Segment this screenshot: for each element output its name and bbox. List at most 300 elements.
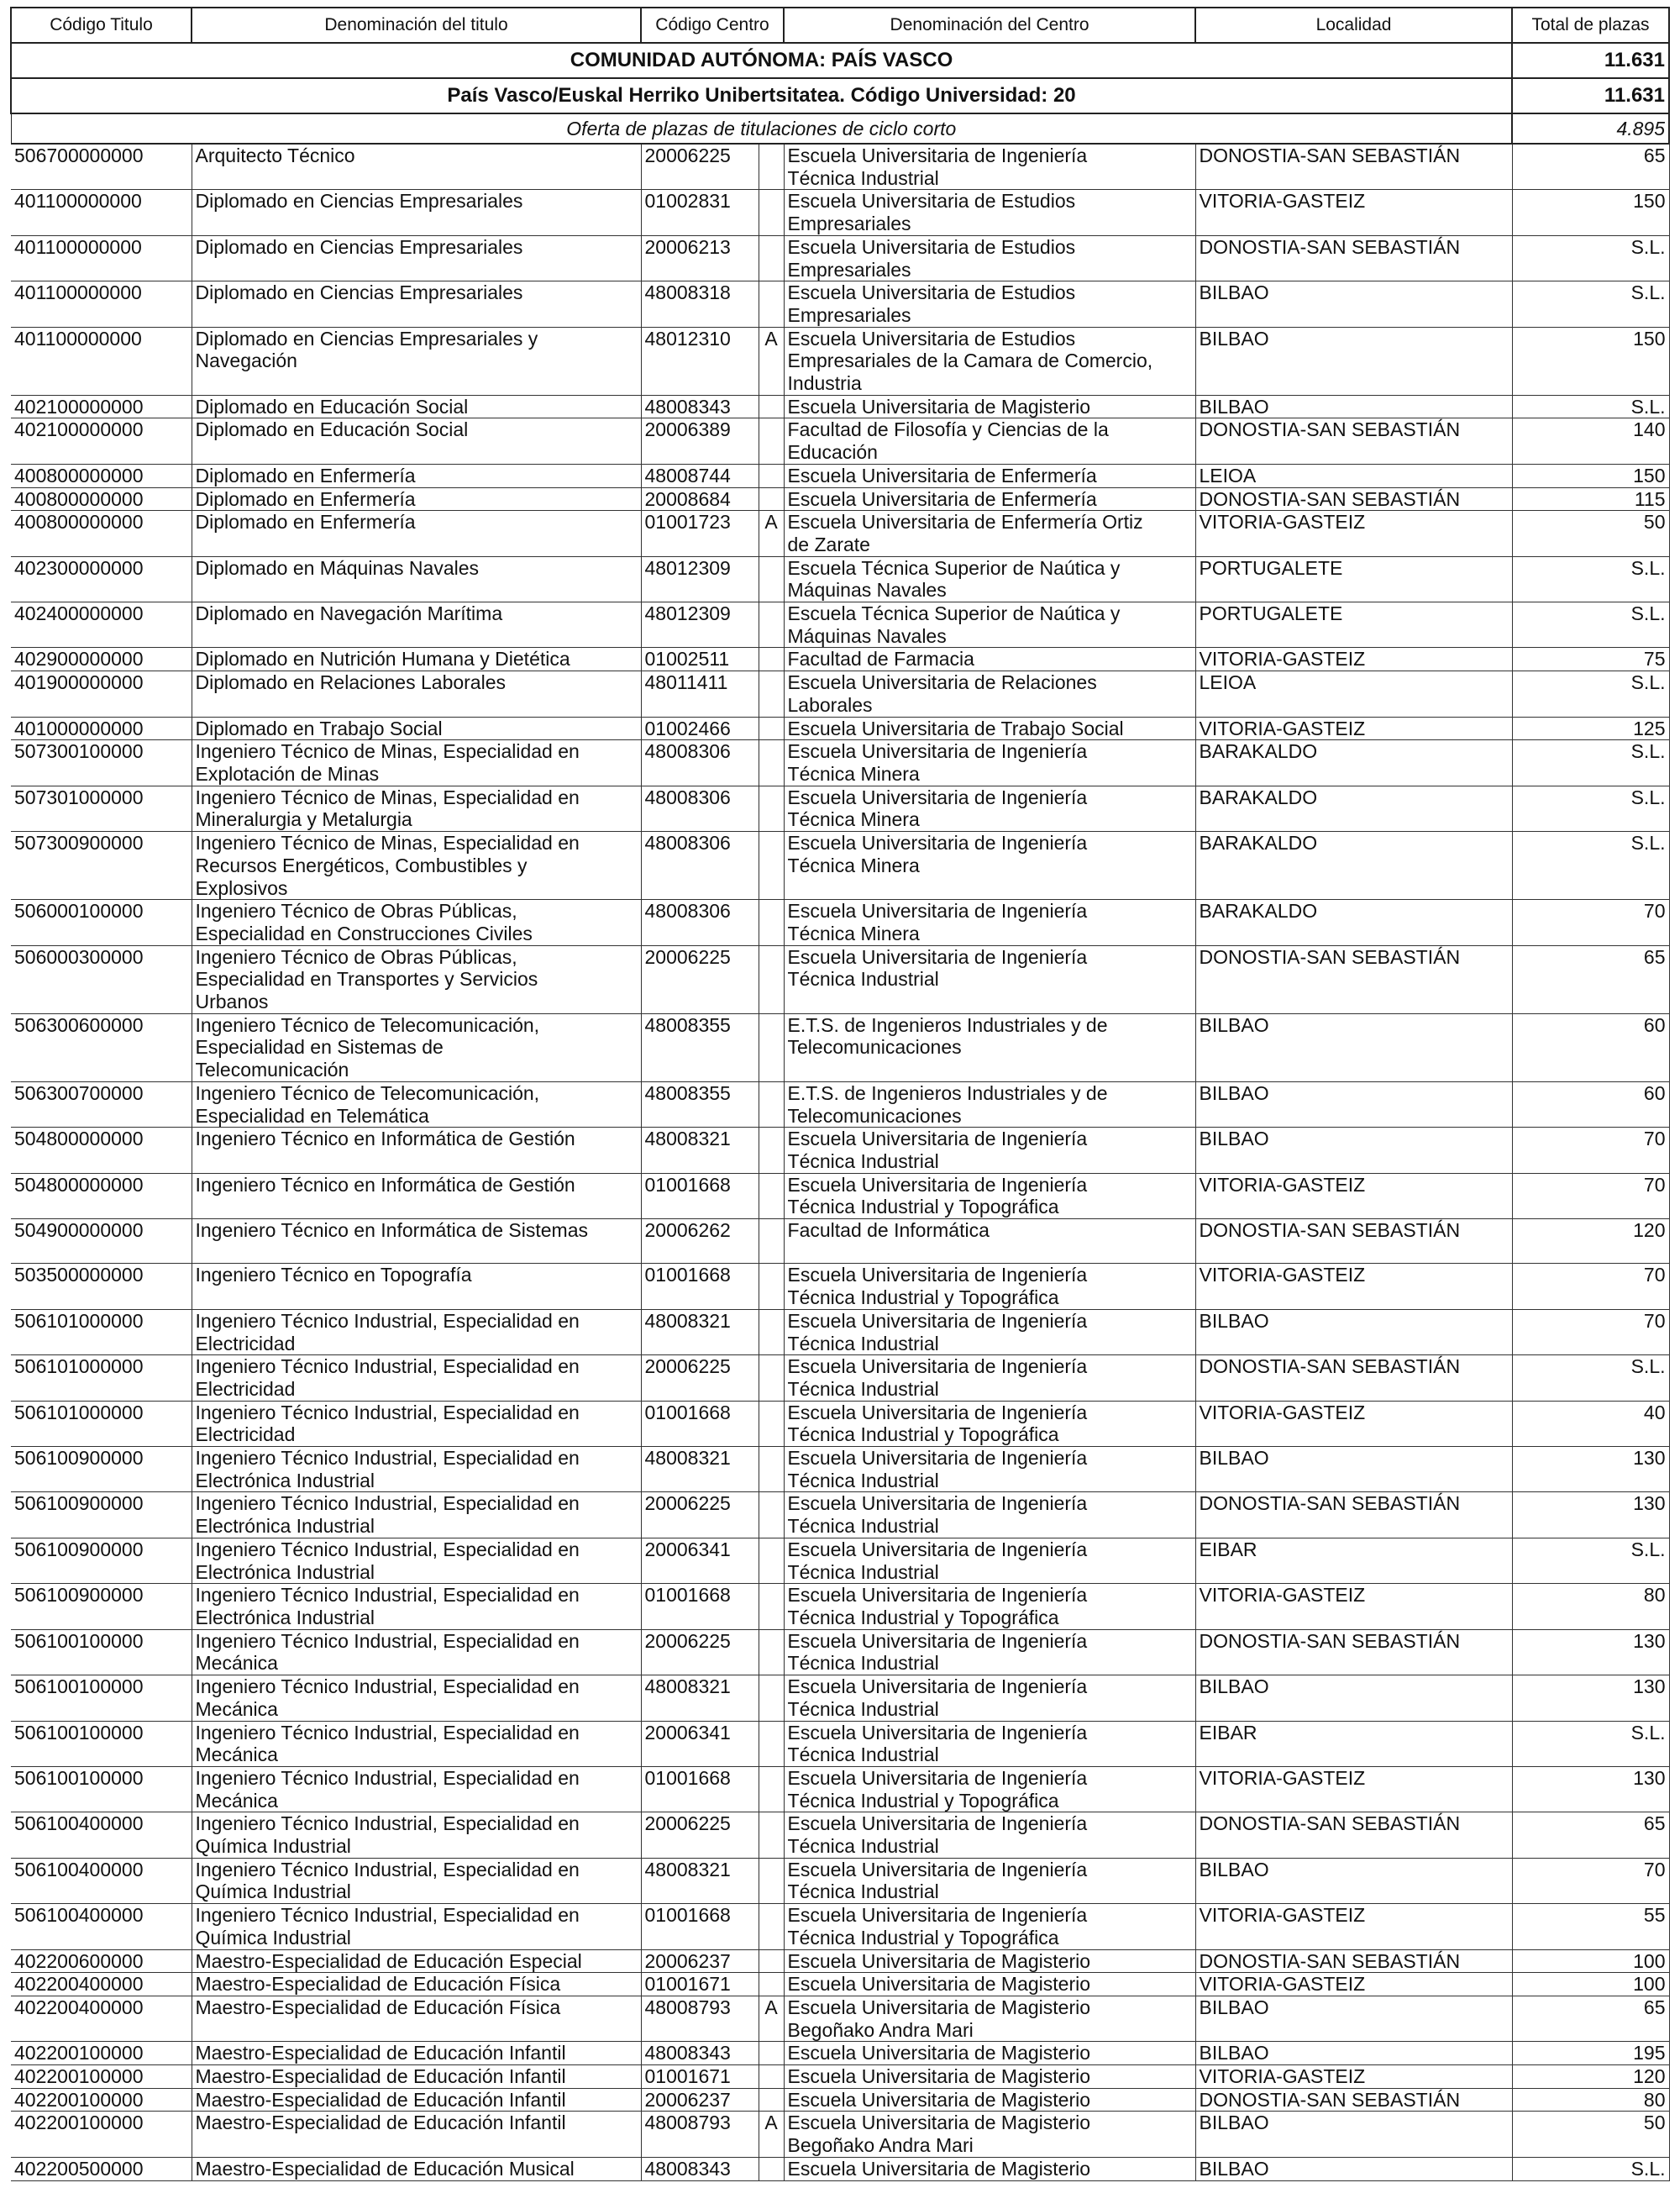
- table-row: [11, 1949, 1669, 1973]
- codigo-titulo-cell-line: 506101000000: [14, 1355, 144, 1378]
- col-header-denominacion-centro: Denominación del Centro: [784, 8, 1195, 43]
- codigo-centro-cell-line: 20006225: [644, 1492, 731, 1515]
- codigo-centro-cell: [641, 1949, 759, 1973]
- codigo-titulo-cell: [11, 2065, 192, 2089]
- denominacion-titulo-cell: [192, 1081, 641, 1127]
- codigo-centro-cell: [641, 487, 759, 511]
- denominacion-centro-cell: [784, 235, 1195, 281]
- localidad-cell: [1195, 487, 1512, 511]
- table-row: [11, 1812, 1669, 1858]
- codigo-centro-cell-line: 01001668: [644, 1904, 731, 1927]
- denominacion-centro-cell: [784, 190, 1195, 235]
- codigo-titulo-cell: [11, 1766, 192, 1812]
- total-plazas-cell: [1512, 1492, 1669, 1538]
- total-plazas-cell: [1512, 786, 1669, 831]
- localidad-cell: [1195, 1629, 1512, 1675]
- codigo-titulo-cell: [11, 832, 192, 900]
- total-plazas-cell: [1512, 1973, 1669, 1996]
- codigo-titulo-cell-line: 402200100000: [14, 2065, 144, 2088]
- denominacion-titulo-cell-line: Maestro-Especialidad de Educación Infantil: [195, 2042, 566, 2064]
- denominacion-centro-cell: [784, 1996, 1195, 2041]
- total-plazas-cell: [1512, 418, 1669, 464]
- codigo-centro-cell-line: 01001668: [644, 1173, 731, 1196]
- codigo-titulo-cell-line: 506100100000: [14, 1629, 144, 1652]
- codigo-titulo-cell: [11, 327, 192, 395]
- total-plazas-cell-line: S.L.: [1630, 281, 1666, 304]
- codigo-titulo-cell: [11, 1401, 192, 1446]
- universidad-label: País Vasco/Euskal Herriko Unibertsitatea. Código Universidad: 20: [11, 78, 1512, 113]
- total-plazas-cell: [1512, 1721, 1669, 1766]
- codigo-centro-cell: [641, 1973, 759, 1996]
- denominacion-titulo-cell: [192, 1447, 641, 1492]
- codigo-titulo-cell: [11, 1355, 192, 1401]
- localidad-cell-line: BILBAO: [1199, 1996, 1269, 2018]
- denominacion-centro-cell-line: Escuela Universitaria de Estudios: [787, 327, 1076, 350]
- codigo-centro-cell-line: 01002466: [644, 717, 731, 739]
- table-row: [11, 1973, 1669, 1996]
- table-row: [11, 2065, 1669, 2089]
- localidad-cell: [1195, 1128, 1512, 1173]
- denominacion-titulo-cell-line: Ingeniero Técnico Industrial, Especialidad en: [195, 1492, 580, 1515]
- denominacion-titulo-cell-line: Diplomado en Navegación Marítima: [195, 602, 503, 625]
- localidad-cell: [1195, 602, 1512, 648]
- codigo-titulo-cell-line: 506000300000: [14, 945, 144, 968]
- total-plazas-cell-line: S.L.: [1630, 1538, 1666, 1560]
- localidad-cell-line: EIBAR: [1199, 1538, 1257, 1560]
- codigo-centro-cell-line: 01001671: [644, 2065, 731, 2088]
- total-plazas-cell-line: 55: [1643, 1904, 1666, 1927]
- localidad-cell-line: DONOSTIA-SAN SEBASTIÁN: [1199, 1949, 1461, 1972]
- codigo-centro-cell-line: 48008793: [644, 2112, 731, 2134]
- centro-flag-cell: [759, 900, 784, 945]
- codigo-titulo-cell: [11, 2088, 192, 2112]
- total-plazas-cell: [1512, 464, 1669, 487]
- denominacion-titulo-cell-line: Ingeniero Técnico Industrial, Especialidad en: [195, 1355, 580, 1378]
- localidad-cell: [1195, 671, 1512, 717]
- total-plazas-cell: [1512, 602, 1669, 648]
- denominacion-centro-cell: [784, 487, 1195, 511]
- table-row: [11, 945, 1669, 1013]
- denominacion-titulo-cell: [192, 1996, 641, 2041]
- denominacion-titulo-cell-line: Electrónica Industrial: [195, 1469, 375, 1491]
- denominacion-centro-cell: [784, 1584, 1195, 1629]
- centro-flag-cell: [759, 235, 784, 281]
- codigo-titulo-cell: [11, 144, 192, 190]
- denominacion-centro-cell-line: Escuela Universitaria de Ingeniería: [787, 1309, 1088, 1332]
- localidad-cell-line: BARAKALDO: [1199, 786, 1318, 808]
- codigo-titulo-cell: [11, 1721, 192, 1766]
- codigo-centro-cell-line: 48008343: [644, 2042, 731, 2064]
- localidad-cell: [1195, 1447, 1512, 1492]
- denominacion-centro-cell-line: Técnica Industrial y Topográfica: [787, 1926, 1059, 1949]
- total-plazas-cell: [1512, 740, 1669, 786]
- universidad-row: [11, 78, 1669, 113]
- codigo-titulo-cell: [11, 487, 192, 511]
- denominacion-centro-cell: [784, 1013, 1195, 1081]
- denominacion-centro-cell-line: Escuela Universitaria de Magisterio: [787, 2157, 1091, 2180]
- codigo-centro-cell-line: 20006341: [644, 1538, 731, 1560]
- codigo-titulo-cell-line: 400800000000: [14, 511, 144, 534]
- comunidad-row: [11, 43, 1669, 78]
- codigo-centro-cell-line: 01001668: [644, 1264, 731, 1286]
- centro-flag-cell: [759, 1492, 784, 1538]
- centro-flag-cell: [759, 1538, 784, 1583]
- total-plazas-cell-line: S.L.: [1630, 740, 1666, 763]
- table-row: [11, 1858, 1669, 1903]
- centro-flag-cell: [759, 602, 784, 648]
- denominacion-titulo-cell-line: Especialidad en Telemática: [195, 1104, 429, 1127]
- table-row: [11, 832, 1669, 900]
- denominacion-centro-cell: [784, 511, 1195, 556]
- denominacion-centro-cell-line: Industria: [787, 372, 862, 395]
- codigo-titulo-cell: [11, 1492, 192, 1538]
- codigo-titulo-cell: [11, 235, 192, 281]
- localidad-cell-line: VITORIA-GASTEIZ: [1199, 648, 1366, 671]
- codigo-titulo-cell-line: 402200400000: [14, 1973, 144, 1996]
- codigo-titulo-cell-line: 506100100000: [14, 1675, 144, 1698]
- codigo-centro-cell: [641, 1858, 759, 1903]
- codigo-centro-cell-line: 20006237: [644, 1949, 731, 1972]
- codigo-centro-cell: [641, 1812, 759, 1858]
- denominacion-centro-cell-line: Laborales: [787, 693, 873, 716]
- denominacion-titulo-cell-line: Diplomado en Enfermería: [195, 487, 416, 510]
- denominacion-titulo-cell: [192, 1904, 641, 1949]
- denominacion-centro-cell-line: Escuela Universitaria de Ingeniería: [787, 900, 1088, 923]
- localidad-cell: [1195, 1309, 1512, 1354]
- localidad-cell-line: VITORIA-GASTEIZ: [1199, 1584, 1366, 1607]
- table-row: [11, 2112, 1669, 2157]
- total-plazas-cell: [1512, 1013, 1669, 1081]
- total-plazas-cell: [1512, 1629, 1669, 1675]
- denominacion-centro-cell: [784, 1401, 1195, 1446]
- codigo-centro-cell: [641, 945, 759, 1013]
- denominacion-titulo-cell: [192, 717, 641, 740]
- denominacion-centro-cell-line: Escuela Universitaria de Relaciones: [787, 671, 1097, 694]
- codigo-titulo-cell: [11, 1904, 192, 1949]
- centro-flag-cell-line: A: [764, 2112, 778, 2134]
- denominacion-titulo-cell: [192, 556, 641, 602]
- codigo-centro-cell: [641, 464, 759, 487]
- denominacion-titulo-cell: [192, 1355, 641, 1401]
- denominacion-titulo-cell-line: Maestro-Especialidad de Educación Infantil: [195, 2112, 566, 2134]
- denominacion-titulo-cell: [192, 786, 641, 831]
- denominacion-titulo-cell-line: Electricidad: [195, 1423, 296, 1446]
- localidad-cell: [1195, 418, 1512, 464]
- centro-flag-cell: [759, 1219, 784, 1264]
- centro-flag-cell: [759, 1858, 784, 1903]
- denominacion-centro-cell-line: de Zarate: [787, 533, 870, 555]
- codigo-titulo-cell-line: 506300700000: [14, 1081, 144, 1104]
- denominacion-centro-cell-line: Técnica Minera: [787, 808, 920, 831]
- centro-flag-cell: [759, 487, 784, 511]
- denominacion-centro-cell-line: Escuela Universitaria de Ingeniería: [787, 1264, 1088, 1286]
- codigo-titulo-cell: [11, 900, 192, 945]
- denominacion-titulo-cell-line: Ingeniero Técnico en Informática de Gestión: [195, 1128, 575, 1150]
- localidad-cell-line: LEIOA: [1199, 671, 1257, 694]
- denominacion-centro-cell-line: Escuela Universitaria de Ingeniería: [787, 1492, 1088, 1515]
- denominacion-centro-cell-line: Técnica Industrial y Topográfica: [787, 1196, 1059, 1218]
- denominacion-titulo-cell: [192, 1538, 641, 1583]
- codigo-titulo-cell: [11, 1858, 192, 1903]
- table-row: [11, 235, 1669, 281]
- denominacion-centro-cell-line: Telecomunicaciones: [787, 1036, 962, 1059]
- table-row: [11, 1584, 1669, 1629]
- denominacion-centro-cell-line: Técnica Industrial: [787, 1515, 939, 1538]
- denominacion-titulo-cell-line: Explotación de Minas: [195, 762, 380, 785]
- table-row: [11, 144, 1669, 190]
- codigo-titulo-cell-line: 401100000000: [14, 281, 142, 304]
- total-plazas-cell: [1512, 144, 1669, 190]
- codigo-centro-cell: [641, 1721, 759, 1766]
- table-row: [11, 1173, 1669, 1218]
- denominacion-centro-cell-line: Escuela Técnica Superior de Naútica y: [787, 602, 1121, 625]
- denominacion-centro-cell-line: Técnica Industrial: [787, 1560, 939, 1583]
- codigo-titulo-cell-line: 506101000000: [14, 1309, 144, 1332]
- denominacion-centro-cell: [784, 740, 1195, 786]
- codigo-titulo-cell: [11, 786, 192, 831]
- denominacion-titulo-cell: [192, 1629, 641, 1675]
- oferta-total: 4.895: [1512, 113, 1669, 144]
- denominacion-centro-cell-line: Escuela Universitaria de Ingeniería: [787, 1355, 1088, 1378]
- total-plazas-cell-line: S.L.: [1630, 2157, 1666, 2180]
- denominacion-centro-cell-line: Facultad de Filosofía y Ciencias de la: [787, 418, 1109, 441]
- codigo-centro-cell-line: 01001668: [644, 1766, 731, 1789]
- denominacion-centro-cell-line: Empresariales: [787, 258, 911, 281]
- codigo-titulo-cell: [11, 1584, 192, 1629]
- localidad-cell: [1195, 900, 1512, 945]
- codigo-centro-cell: [641, 327, 759, 395]
- denominacion-titulo-cell-line: Diplomado en Ciencias Empresariales: [195, 190, 523, 213]
- localidad-cell-line: BILBAO: [1199, 1858, 1269, 1880]
- table-row: [11, 418, 1669, 464]
- denominacion-titulo-cell-line: Explosivos: [195, 876, 288, 899]
- denominacion-centro-cell: [784, 1904, 1195, 1949]
- total-plazas-cell: [1512, 1812, 1669, 1858]
- codigo-centro-cell-line: 48008321: [644, 1128, 731, 1150]
- total-plazas-cell-line: 65: [1643, 1812, 1666, 1835]
- codigo-centro-cell-line: 48012310: [644, 327, 731, 350]
- codigo-centro-cell-line: 48008306: [644, 900, 731, 923]
- plazas-document: [10, 7, 1668, 2181]
- denominacion-centro-cell: [784, 671, 1195, 717]
- denominacion-centro-cell: [784, 1264, 1195, 1309]
- denominacion-titulo-cell: [192, 395, 641, 418]
- centro-flag-cell: [759, 1996, 784, 2041]
- codigo-titulo-cell-line: 503500000000: [14, 1264, 144, 1286]
- denominacion-titulo-cell-line: Electricidad: [195, 1332, 296, 1354]
- total-plazas-cell: [1512, 327, 1669, 395]
- total-plazas-cell: [1512, 2157, 1669, 2180]
- localidad-cell: [1195, 2042, 1512, 2065]
- codigo-titulo-cell-line: 402100000000: [14, 395, 144, 418]
- codigo-titulo-cell: [11, 945, 192, 1013]
- denominacion-titulo-cell-line: Ingeniero Técnico de Telecomunicación,: [195, 1013, 540, 1036]
- total-plazas-cell-line: S.L.: [1630, 671, 1666, 694]
- denominacion-titulo-cell-line: Urbanos: [195, 991, 269, 1013]
- localidad-cell-line: BARAKALDO: [1199, 900, 1318, 923]
- localidad-cell-line: VITORIA-GASTEIZ: [1199, 1904, 1366, 1927]
- localidad-cell-line: DONOSTIA-SAN SEBASTIÁN: [1199, 1812, 1461, 1835]
- centro-flag-cell: [759, 418, 784, 464]
- denominacion-centro-cell-line: Técnica Industrial y Topográfica: [787, 1789, 1059, 1812]
- total-plazas-cell-line: 120: [1633, 2065, 1666, 2088]
- centro-flag-cell: [759, 671, 784, 717]
- denominacion-titulo-cell-line: Maestro-Especialidad de Educación Física: [195, 1996, 561, 2018]
- denominacion-titulo-cell-line: Mecánica: [195, 1744, 278, 1766]
- total-plazas-cell: [1512, 1996, 1669, 2041]
- codigo-centro-cell: [641, 2157, 759, 2180]
- total-plazas-cell: [1512, 2065, 1669, 2089]
- col-header-codigo-titulo: Código Titulo: [11, 8, 192, 43]
- denominacion-centro-cell: [784, 1538, 1195, 1583]
- codigo-centro-cell: [641, 1675, 759, 1721]
- denominacion-centro-cell-line: Escuela Universitaria de Ingeniería: [787, 832, 1088, 855]
- localidad-cell-line: BILBAO: [1199, 1447, 1269, 1470]
- codigo-titulo-cell: [11, 1447, 192, 1492]
- codigo-centro-cell-line: 01001668: [644, 1584, 731, 1607]
- denominacion-titulo-cell: [192, 2112, 641, 2157]
- denominacion-centro-cell: [784, 1949, 1195, 1973]
- codigo-centro-cell: [641, 1401, 759, 1446]
- denominacion-titulo-cell-line: Ingeniero Técnico Industrial, Especialidad en: [195, 1584, 580, 1607]
- codigo-titulo-cell: [11, 1949, 192, 1973]
- total-plazas-cell-line: 70: [1643, 1173, 1666, 1196]
- denominacion-centro-cell-line: Telecomunicaciones: [787, 1104, 962, 1127]
- total-plazas-cell-line: S.L.: [1630, 556, 1666, 579]
- centro-flag-cell: [759, 1264, 784, 1309]
- denominacion-titulo-cell-line: Diplomado en Enfermería: [195, 511, 416, 534]
- table-row: [11, 1721, 1669, 1766]
- denominacion-centro-cell: [784, 900, 1195, 945]
- codigo-centro-cell: [641, 395, 759, 418]
- codigo-centro-cell: [641, 900, 759, 945]
- centro-flag-cell: [759, 740, 784, 786]
- codigo-centro-cell-line: 20006225: [644, 1812, 731, 1835]
- codigo-titulo-cell: [11, 1264, 192, 1309]
- codigo-titulo-cell-line: 402200100000: [14, 2112, 144, 2134]
- codigo-centro-cell: [641, 1904, 759, 1949]
- localidad-cell: [1195, 648, 1512, 671]
- codigo-titulo-cell-line: 402200100000: [14, 2088, 144, 2111]
- table-row: [11, 1355, 1669, 1401]
- denominacion-centro-cell-line: Escuela Técnica Superior de Naútica y: [787, 556, 1121, 579]
- table-row: [11, 1309, 1669, 1354]
- denominacion-centro-cell-line: Escuela Universitaria de Ingeniería: [787, 1401, 1088, 1423]
- localidad-cell-line: VITORIA-GASTEIZ: [1199, 1766, 1366, 1789]
- table-row: [11, 464, 1669, 487]
- denominacion-titulo-cell: [192, 487, 641, 511]
- denominacion-titulo-cell-line: Diplomado en Nutrición Humana y Dietética: [195, 648, 570, 671]
- codigo-centro-cell: [641, 1219, 759, 1264]
- codigo-centro-cell-line: 01001671: [644, 1973, 731, 1996]
- localidad-cell: [1195, 1081, 1512, 1127]
- codigo-titulo-cell: [11, 190, 192, 235]
- denominacion-centro-cell-line: Escuela Universitaria de Trabajo Social: [787, 717, 1124, 739]
- oferta-label: Oferta de plazas de titulaciones de ciclo corto: [11, 113, 1512, 144]
- codigo-titulo-cell-line: 401100000000: [14, 190, 142, 213]
- col-header-total-plazas: Total de plazas: [1512, 8, 1669, 43]
- table-row: [11, 648, 1669, 671]
- denominacion-titulo-cell-line: Ingeniero Técnico de Minas, Especialidad en: [195, 740, 580, 763]
- denominacion-centro-cell-line: Begoñako Andra Mari: [787, 2018, 974, 2041]
- denominacion-centro-cell: [784, 1629, 1195, 1675]
- denominacion-centro-cell: [784, 281, 1195, 327]
- centro-flag-cell: [759, 1173, 784, 1218]
- codigo-centro-cell: [641, 1538, 759, 1583]
- localidad-cell: [1195, 1949, 1512, 1973]
- denominacion-titulo-cell-line: Ingeniero Técnico Industrial, Especialidad en: [195, 1538, 580, 1560]
- table-row: [11, 671, 1669, 717]
- centro-flag-cell-line: A: [764, 511, 778, 534]
- codigo-titulo-cell-line: 402100000000: [14, 418, 144, 441]
- denominacion-titulo-cell-line: Ingeniero Técnico en Informática de Sistemas: [195, 1219, 588, 1242]
- denominacion-centro-cell-line: Escuela Universitaria de Estudios: [787, 281, 1076, 304]
- table-row: [11, 190, 1669, 235]
- total-plazas-cell-line: 70: [1643, 1128, 1666, 1150]
- table-row: [11, 487, 1669, 511]
- denominacion-centro-cell: [784, 786, 1195, 831]
- codigo-titulo-cell-line: 400800000000: [14, 487, 144, 510]
- localidad-cell: [1195, 717, 1512, 740]
- total-plazas-cell: [1512, 1309, 1669, 1354]
- denominacion-centro-cell-line: Escuela Universitaria de Ingeniería: [787, 1128, 1088, 1150]
- denominacion-titulo-cell-line: Química Industrial: [195, 1880, 351, 1903]
- denominacion-titulo-cell: [192, 1401, 641, 1446]
- codigo-centro-cell-line: 48008343: [644, 395, 731, 418]
- total-plazas-cell-line: 130: [1633, 1629, 1666, 1652]
- denominacion-titulo-cell-line: Ingeniero Técnico de Telecomunicación,: [195, 1081, 540, 1104]
- denominacion-centro-cell-line: Escuela Universitaria de Ingeniería: [787, 1721, 1088, 1744]
- total-plazas-cell-line: 125: [1633, 717, 1666, 739]
- denominacion-centro-cell-line: Técnica Industrial: [787, 968, 939, 991]
- denominacion-titulo-cell-line: Diplomado en Ciencias Empresariales: [195, 281, 523, 304]
- total-plazas-cell: [1512, 1173, 1669, 1218]
- denominacion-titulo-cell: [192, 740, 641, 786]
- localidad-cell: [1195, 281, 1512, 327]
- codigo-centro-cell: [641, 832, 759, 900]
- codigo-centro-cell-line: 48008355: [644, 1081, 731, 1104]
- denominacion-titulo-cell-line: Ingeniero Técnico en Topografía: [195, 1264, 472, 1286]
- codigo-titulo-cell-line: 402300000000: [14, 556, 144, 579]
- denominacion-centro-cell-line: E.T.S. de Ingenieros Industriales y de: [787, 1081, 1108, 1104]
- denominacion-titulo-cell: [192, 671, 641, 717]
- localidad-cell: [1195, 1996, 1512, 2041]
- total-plazas-cell: [1512, 1766, 1669, 1812]
- codigo-titulo-cell-line: 504800000000: [14, 1128, 144, 1150]
- total-plazas-cell-line: 65: [1643, 1996, 1666, 2018]
- denominacion-titulo-cell-line: Ingeniero Técnico de Obras Públicas,: [195, 945, 517, 968]
- codigo-titulo-cell-line: 401100000000: [14, 327, 142, 350]
- table-row: [11, 1447, 1669, 1492]
- total-plazas-cell-line: 80: [1643, 2088, 1666, 2111]
- total-plazas-cell-line: 70: [1643, 900, 1666, 923]
- codigo-centro-cell: [641, 1264, 759, 1309]
- total-plazas-cell: [1512, 1675, 1669, 1721]
- centro-flag-cell: [759, 2088, 784, 2112]
- codigo-titulo-cell-line: 506000100000: [14, 900, 144, 923]
- codigo-centro-cell: [641, 418, 759, 464]
- centro-flag-cell: [759, 395, 784, 418]
- localidad-cell-line: LEIOA: [1199, 464, 1257, 487]
- localidad-cell-line: BILBAO: [1199, 395, 1269, 418]
- codigo-centro-cell: [641, 740, 759, 786]
- denominacion-centro-cell-line: Escuela Universitaria de Magisterio: [787, 2065, 1091, 2088]
- centro-flag-cell: [759, 1309, 784, 1354]
- localidad-cell-line: DONOSTIA-SAN SEBASTIÁN: [1199, 945, 1461, 968]
- codigo-titulo-cell: [11, 1629, 192, 1675]
- centro-flag-cell: [759, 190, 784, 235]
- denominacion-titulo-cell-line: Maestro-Especialidad de Educación Infantil: [195, 2065, 566, 2088]
